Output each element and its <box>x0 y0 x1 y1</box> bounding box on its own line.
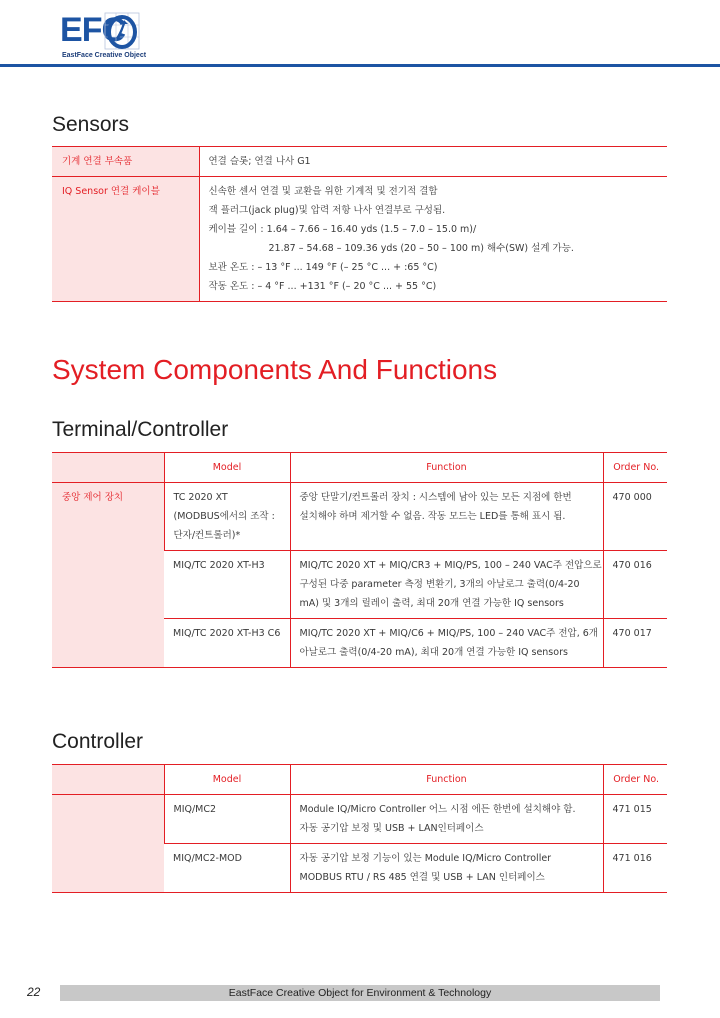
table-row <box>52 483 667 551</box>
model-cell <box>164 483 290 551</box>
table-header-row <box>52 765 667 795</box>
header-blank-cell <box>52 453 164 483</box>
sensors-heading: Sensors <box>52 113 130 136</box>
logo-letter-c: C <box>101 11 126 49</box>
page-number: 22 <box>27 985 41 999</box>
function-cell <box>290 619 603 668</box>
function-cell <box>290 551 603 619</box>
controller-heading: Controller <box>52 730 144 753</box>
text-line: 자동 공기압 보정 기능이 있는 Module IQ/Micro Controller <box>299 853 552 864</box>
text-line: 신속한 센서 연결 및 교환을 위한 기계적 및 전기적 결합 <box>208 186 438 197</box>
text-line: 작동 온도 : – 4 °F ... +131 °F (– 20 °C ... + 55 °C) <box>208 281 437 292</box>
row-value <box>199 147 667 177</box>
group-label-empty <box>52 795 164 893</box>
logo-letter-f: F <box>81 11 102 49</box>
column-header-function: Function <box>290 765 603 795</box>
function-cell <box>290 844 603 893</box>
text-line: 잭 플러그(jack plug)및 압력 저항 나사 연결부로 구성됨. <box>208 205 446 216</box>
page-header <box>0 0 720 70</box>
order-cell: 471 015 <box>603 795 667 844</box>
text-line: 아날로그 출력(0/4-20 mA), 최대 20개 연결 가능한 IQ sensors <box>299 647 568 658</box>
footer-text: EastFace Creative Object for Environment & Technology <box>228 987 492 999</box>
table-row <box>52 177 667 302</box>
header-divider <box>0 64 720 67</box>
header-blank-cell <box>52 765 164 795</box>
model-cell <box>164 844 290 893</box>
logo-globe-icon <box>104 12 140 50</box>
text-line: 케이블 길이 : 1.64 – 7.66 – 16.40 yds (1.5 – 7.0 – 15.0 m)/ <box>208 224 477 235</box>
group-label: 중앙 제어 장치 <box>52 483 164 668</box>
text-line: MIQ/TC 2020 XT + MIQ/C6 + MIQ/PS, 100 – 240 VAC주 전압, 6개 <box>299 628 598 639</box>
sensors-table <box>52 146 667 302</box>
column-header-order: Order No. <box>603 453 667 483</box>
section-title: System Components And Functions <box>52 354 498 385</box>
text-line: 설치해야 하며 제거할 수 없음. 작동 모드는 LED를 통해 표시 됨. <box>299 511 566 522</box>
column-header-model: Model <box>164 453 290 483</box>
text-line: MIQ/MC2 <box>173 804 217 815</box>
table-row <box>52 795 667 844</box>
column-header-model: Model <box>164 765 290 795</box>
text-line: 단자/컨트롤러)* <box>173 530 241 541</box>
model-cell <box>164 619 290 668</box>
terminal-table <box>52 452 667 668</box>
table-row <box>52 147 667 177</box>
order-cell: 470 016 <box>603 551 667 619</box>
text-line: mA) 및 3개의 릴레이 출력, 최대 20개 연결 가능한 IQ sensors <box>299 598 564 609</box>
function-cell <box>290 795 603 844</box>
row-label: 기계 연결 부속품 <box>52 147 199 177</box>
text-line: (MODBUS에서의 조작 : <box>173 511 275 522</box>
text-line: 구성된 다중 parameter 측정 변환기, 3개의 아날로그 출력(0/4-20 <box>299 579 580 590</box>
text-line: Module IQ/Micro Controller 어느 시점 에든 한번에 설치해야 함. <box>299 804 576 815</box>
order-cell: 471 016 <box>603 844 667 893</box>
logo-letter-e: E <box>60 11 82 49</box>
table-header-row <box>52 453 667 483</box>
column-header-order: Order No. <box>603 765 667 795</box>
text-line: MIQ/TC 2020 XT + MIQ/CR3 + MIQ/PS, 100 – 240 VAC주 전압으로 <box>299 560 602 571</box>
column-header-function: Function <box>290 453 603 483</box>
order-cell: 470 000 <box>603 483 667 551</box>
row-label: IQ Sensor 연결 케이블 <box>52 177 199 302</box>
text-line: 중앙 단말기/컨트롤러 장치 : 시스템에 남아 있는 모든 지점에 한번 <box>299 492 572 503</box>
text-line: MIQ/TC 2020 XT-H3 C6 <box>173 628 281 639</box>
text-line: 21.87 – 54.68 – 109.36 yds (20 – 50 – 100 m) 해수(SW) 설계 가능. <box>268 243 574 254</box>
text-line: MODBUS RTU / RS 485 연결 및 USB + LAN 인터페이스 <box>299 872 545 883</box>
text-line: 자동 공기압 보정 및 USB + LAN인터페이스 <box>299 823 484 834</box>
order-cell: 470 017 <box>603 619 667 668</box>
text-line: MIQ/MC2-MOD <box>173 853 242 864</box>
model-cell <box>164 551 290 619</box>
controller-table <box>52 764 667 893</box>
logo-tagline: EastFace Creative Object <box>62 52 147 59</box>
company-logo <box>60 10 147 62</box>
text-line: MIQ/TC 2020 XT-H3 <box>173 560 265 571</box>
footer-bar <box>60 985 660 1001</box>
text-line: 연결 슬롯; 연결 나사 G1 <box>208 156 311 167</box>
model-cell <box>164 795 290 844</box>
function-cell <box>290 483 603 551</box>
text-line: TC 2020 XT <box>173 492 228 503</box>
terminal-heading: Terminal/Controller <box>52 418 229 441</box>
text-line: 보관 온도 : – 13 °F ... 149 °F (– 25 °C ... + :65 °C) <box>208 262 438 273</box>
row-value <box>199 177 667 302</box>
